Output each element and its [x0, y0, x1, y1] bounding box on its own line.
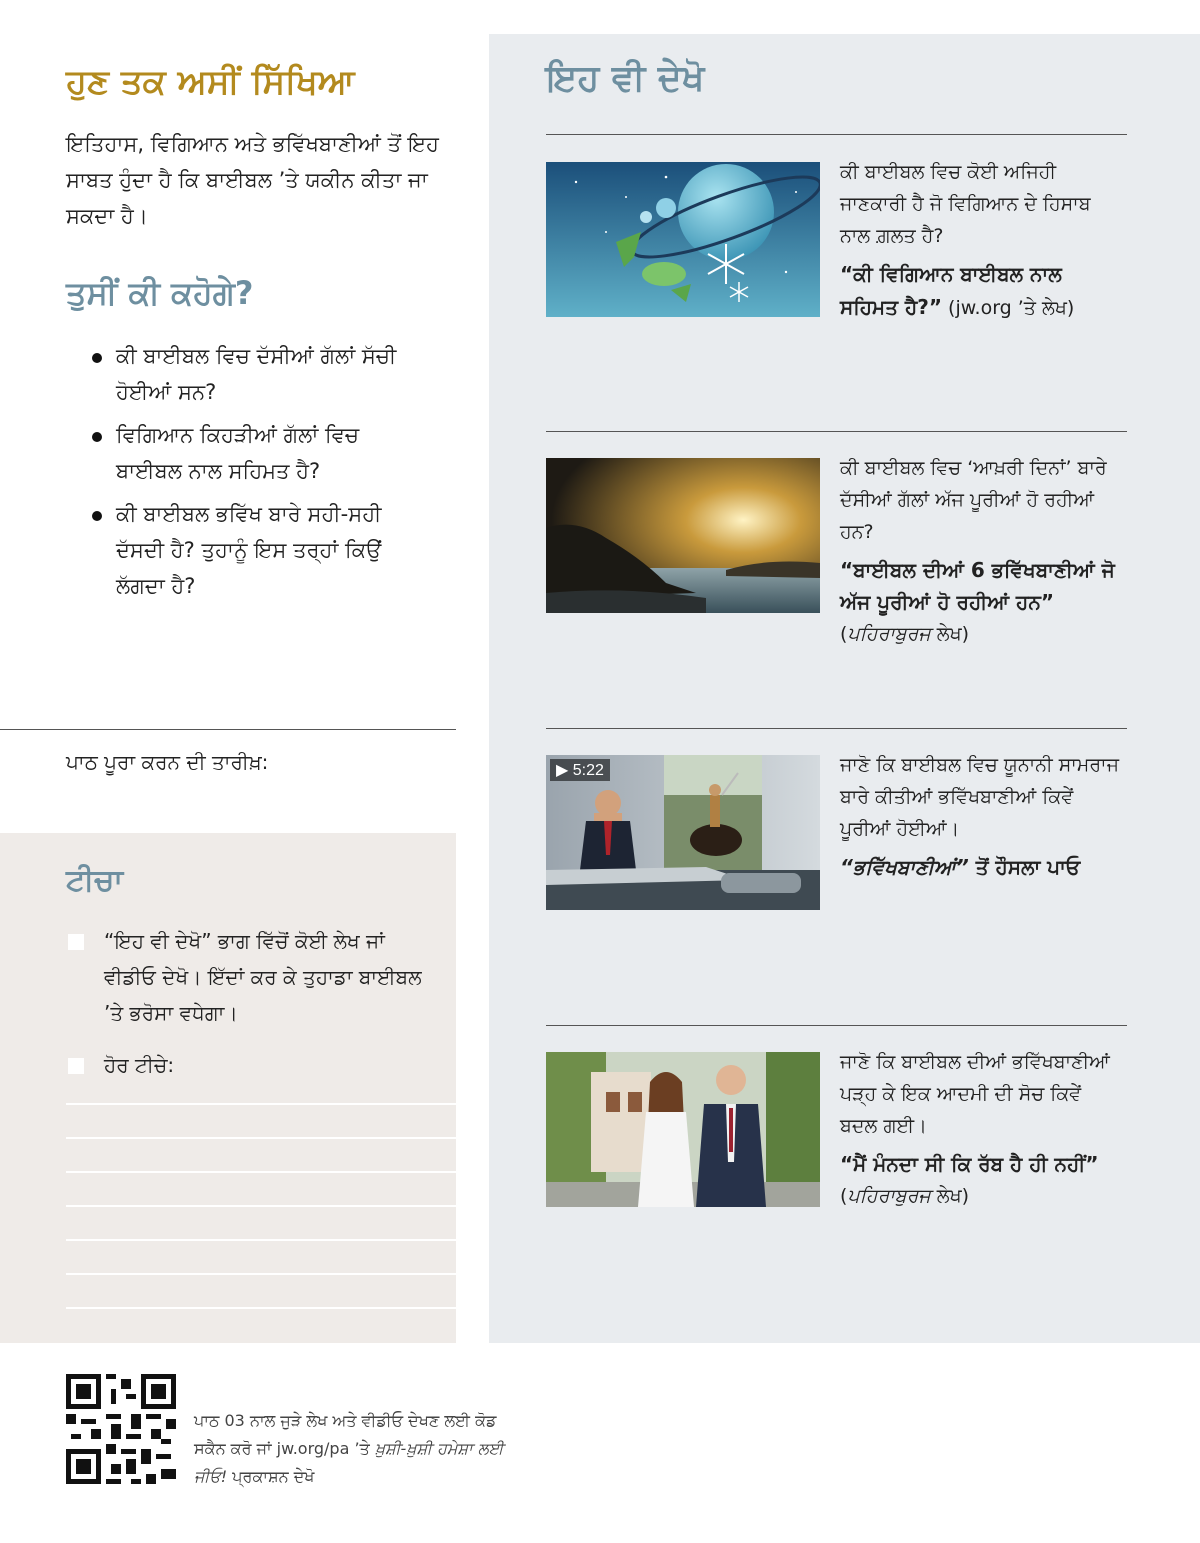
item-source: ਲੇਖ) [930, 1185, 970, 1207]
book-title: ਖ਼ੁਸ਼ੀ-ਖ਼ੁਸ਼ੀ ਹਮੇਸ਼ਾ ਲਈ ਜੀਓ! [194, 1439, 504, 1486]
goal-checkbox[interactable] [68, 934, 84, 950]
item-question: ਕੀ ਬਾਈਬਲ ਵਿਚ ‘ਆਖ਼ਰੀ ਦਿਨਾਂ’ ਬਾਰੇ ਦੱਸੀਆਂ ਗੱਲਾਂ ਅੱਜ ਪੂਰੀਆਂ ਹੋ ਰਹੀਆਂ ਹਨ? [840, 457, 1107, 543]
question-item: ਕੀ ਬਾਈਬਲ ਵਿਚ ਦੱਸੀਆਂ ਗੱਲਾਂ ਸੱਚੀ ਹੋਈਆਂ ਸਨ? [90, 338, 430, 410]
couple-image[interactable] [546, 1052, 820, 1207]
qr-code[interactable] [66, 1374, 176, 1484]
item-divider [546, 1025, 1127, 1026]
footer-text: ਪ੍ਰਕਾਸ਼ਨ ਦੇਖੋ [227, 1467, 315, 1486]
publication-name: ਪਹਿਰਾਬੁਰਜ [847, 623, 931, 645]
question-list [90, 338, 430, 611]
completion-date-label: ਪਾਠ ਪੂਰਾ ਕਰਨ ਦੀ ਤਾਰੀਖ਼: [66, 750, 269, 774]
write-line[interactable] [66, 1239, 456, 1241]
video-title[interactable]: “ਭਵਿੱਖਬਾਣੀਆਂ” [840, 855, 969, 879]
see-also-item-1 [840, 156, 1120, 324]
item-divider [546, 431, 1127, 432]
goal-box [0, 833, 456, 1343]
see-also-item-4 [840, 1046, 1120, 1212]
write-line[interactable] [66, 1171, 456, 1173]
last-days-image[interactable] [546, 458, 820, 613]
item-divider [546, 134, 1127, 135]
item-source: (jw.org ’ਤੇ ਲੇਖ) [942, 297, 1075, 319]
write-line[interactable] [66, 1205, 456, 1207]
see-also-item-2 [840, 452, 1120, 650]
video-duration-badge: ▶ 5:22 [550, 759, 610, 781]
item-source: ( [840, 1185, 848, 1207]
item-question: ਜਾਣੋ ਕਿ ਬਾਈਬਲ ਦੀਆਂ ਭਵਿੱਖਬਾਣੀਆਂ ਪੜ੍ਹ ਕੇ ਇਕ ਆਦਮੀ ਦੀ ਸੋਚ ਕਿਵੇਂ ਬਦਲ ਗਈ। [840, 1051, 1110, 1137]
question-item: ਕੀ ਬਾਈਬਲ ਭਵਿੱਖ ਬਾਰੇ ਸਹੀ-ਸਹੀ ਦੱਸਦੀ ਹੈ? ਤੁਹਾਨੂੰ ਇਸ ਤਰ੍ਹਾਂ ਕਿਉਂ ਲੱਗਦਾ ਹੈ? [90, 496, 430, 604]
write-line[interactable] [66, 1137, 456, 1139]
write-line[interactable] [66, 1273, 456, 1275]
write-line[interactable] [66, 1103, 456, 1105]
item-divider [546, 728, 1127, 729]
question-item: ਵਿਗਿਆਨ ਕਿਹੜੀਆਂ ਗੱਲਾਂ ਵਿਚ ਬਾਈਬਲ ਨਾਲ ਸਹਿਮਤ ਹੈ? [90, 417, 430, 489]
goal-item-text: “ਇਹ ਵੀ ਦੇਖੋ” ਭਾਗ ਵਿੱਚੋਂ ਕੋਈ ਲੇਖ ਜਾਂ ਵੀਡੀਓ ਦੇਖੋ। ਇੱਦਾਂ ਕਰ ਕੇ ਤੁਹਾਡਾ ਬਾਈਬਲ ’ਤੇ ਭਰੋਸਾ ਵਧੇਗਾ। [104, 929, 422, 1025]
video-title-rest[interactable]: ਤੋਂ ਹੌਸਲਾ ਪਾਓ [968, 855, 1081, 879]
date-divider [0, 729, 456, 730]
footer-text: ਪਾਠ 03 ਨਾਲ ਜੁੜੇ ਲੇਖ ਅਤੇ ਵੀਡੀਓ ਦੇਖਣ ਲਈ ਕੋਡ ਸਕੈਨ ਕਰੋ ਜਾਂ jw.org/pa ’ਤੇ [194, 1411, 497, 1458]
goal-item-text: ਹੋਰ ਟੀਚੇ: [104, 1053, 175, 1077]
see-also-heading: ਇਹ ਵੀ ਦੇਖੋ [546, 58, 705, 99]
learned-text: ਇਤਿਹਾਸ, ਵਿਗਿਆਨ ਅਤੇ ਭਵਿੱਖਬਾਣੀਆਂ ਤੋਂ ਇਹ ਸਾਬਤ ਹੁੰਦਾ ਹੈ ਕਿ ਬਾਈਬਲ ’ਤੇ ਯਕੀਨ ਕੀਤਾ ਜਾ ਸਕਦਾ ਹੈ। [66, 132, 439, 228]
item-source: ( [840, 623, 848, 645]
goal-heading: ਟੀਚਾ [66, 863, 124, 898]
article-link[interactable]: “ਕੀ ਵਿਗਿਆਨ ਬਾਈਬਲ ਨਾਲ ਸਹਿਮਤ ਹੈ?” [840, 262, 1062, 319]
article-link[interactable]: “ਬਾਈਬਲ ਦੀਆਂ 6 ਭਵਿੱਖਬਾਣੀਆਂ ਜੋ ਅੱਜ ਪੂਰੀਆਂ ਹੋ ਰਹੀਆਂ ਹਨ” [840, 558, 1115, 614]
learned-heading: ਹੁਣ ਤਕ ਅਸੀਂ ਸਿੱਖਿਆ [66, 62, 355, 102]
goal-item-see-also [68, 923, 428, 1031]
item-source: ਲੇਖ) [930, 623, 970, 645]
item-question: ਕੀ ਬਾਈਬਲ ਵਿਚ ਕੋਈ ਅਜਿਹੀ ਜਾਣਕਾਰੀ ਹੈ ਜੋ ਵਿਗਿਆਨ ਦੇ ਹਿਸਾਬ ਨਾਲ ਗ਼ਲਤ ਹੈ? [840, 161, 1091, 247]
see-also-item-3 [840, 749, 1120, 884]
write-line[interactable] [66, 1307, 456, 1309]
goal-checkbox[interactable] [68, 1058, 84, 1074]
publication-name: ਪਹਿਰਾਬੁਰਜ [847, 1185, 931, 1207]
article-link[interactable]: “ਮੈਂ ਮੰਨਦਾ ਸੀ ਕਿ ਰੱਬ ਹੈ ਹੀ ਨਹੀਂ” [840, 1152, 1099, 1176]
say-heading: ਤੁਸੀਂ ਕੀ ਕਹੋਗੇ? [66, 274, 254, 312]
item-question: ਜਾਣੋ ਕਿ ਬਾਈਬਲ ਵਿਚ ਯੂਨਾਨੀ ਸਾਮਰਾਜ ਬਾਰੇ ਕੀਤੀਆਂ ਭਵਿੱਖਬਾਣੀਆਂ ਕਿਵੇਂ ਪੂਰੀਆਂ ਹੋਈਆਂ। [840, 754, 1119, 840]
see-also-panel [489, 34, 1200, 1343]
goal-item-other [68, 1047, 428, 1083]
video-thumbnail[interactable] [546, 755, 820, 910]
footer-note [194, 1407, 514, 1491]
science-image[interactable] [546, 162, 820, 317]
